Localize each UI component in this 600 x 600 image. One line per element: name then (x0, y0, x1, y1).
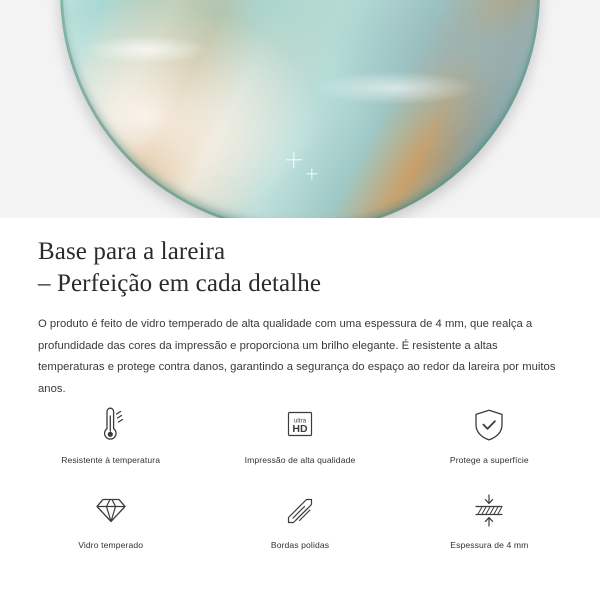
shield-check-icon (471, 404, 507, 446)
body-paragraph: O produto é feito de vidro temperado de alta qualidade com uma espessura de 4 mm, que realça a profundidade das cores da impressão e proporciona um brilho elegante. É resistente a altas temperaturas e protege contra danos, garantindo a segurança do espaço ao redor da lareira por muitos anos. (38, 318, 556, 396)
feature-tempered-glass (16, 483, 205, 568)
feature-label: Bordas polidas (270, 540, 330, 550)
headline-line-1: Base para a lareira (38, 238, 226, 265)
feature-polished-edges (205, 483, 394, 568)
glass-plate-image (60, 0, 540, 218)
feature-label: Impressão de alta qualidade (244, 455, 356, 465)
diamond-icon (91, 489, 131, 531)
page-title (0, 218, 600, 300)
feature-temperature-resistant (16, 398, 205, 483)
feature-thickness (395, 483, 584, 568)
feature-grid (0, 398, 600, 568)
hero-image (0, 0, 600, 218)
feature-label: Protege a superfície (449, 455, 529, 465)
hero-background (0, 0, 600, 218)
ultra-hd-icon (280, 404, 320, 446)
thermometer-icon (94, 404, 128, 446)
feature-label: Resistente à temperatura (61, 455, 161, 465)
feature-surface-protection (395, 398, 584, 483)
feature-high-quality-print (205, 398, 394, 483)
polished-edges-icon (280, 489, 320, 531)
svg-text:ultra: ultra (293, 417, 307, 425)
svg-text:HD: HD (292, 423, 308, 435)
thickness-icon (467, 489, 511, 531)
feature-label: Espessura de 4 mm (450, 540, 529, 550)
text-content (0, 218, 600, 401)
headline-line-2: – Perfeição em cada detalhe (38, 270, 322, 297)
feature-label: Vidro temperado (78, 540, 144, 550)
